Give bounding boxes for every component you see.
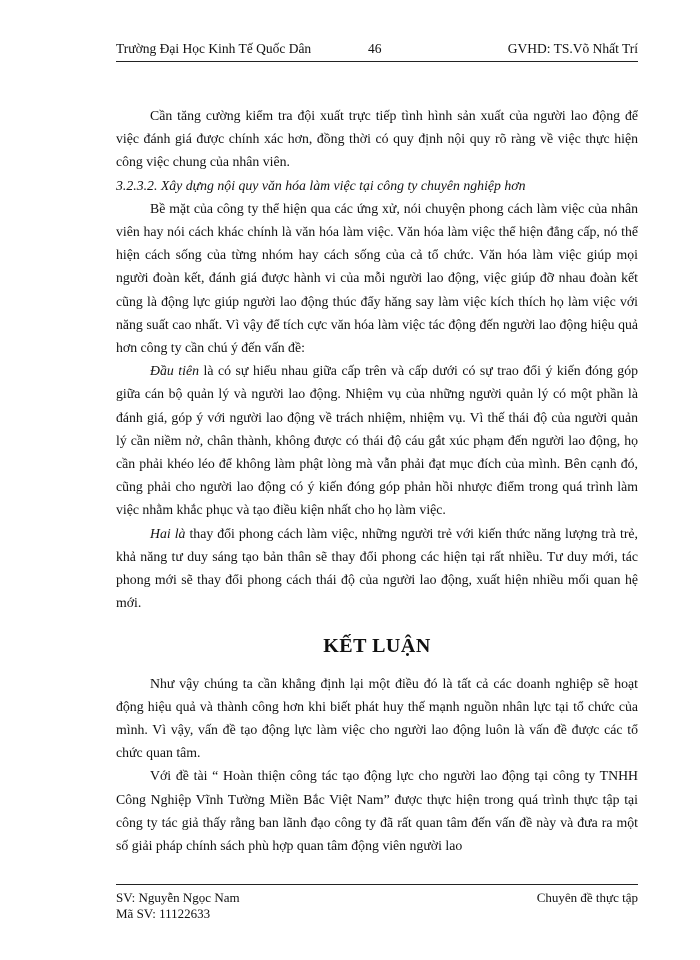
- paragraph-conclusion-1: Như vậy chúng ta cần khẳng định lại một điều đó là tất cả các doanh nghiệp sẽ hoạt động hiệu quả và thành công hơn khi biết phát huy thế mạnh nguồn nhân lực tại tổ chức của mình. Vì vậy, vấn đề tạo động lực làm việc cho người lao động luôn là vấn đề được các tổ chức quan tâm.: [116, 675, 638, 761]
- page-header: [116, 41, 638, 62]
- header-page-number: 46: [368, 41, 382, 56]
- paragraph-first-point: [116, 359, 638, 521]
- footer-report-type: Chuyên đề thực tập: [536, 890, 638, 905]
- first-point-lead: Đầu tiên: [150, 363, 199, 379]
- page-body: [116, 104, 638, 857]
- header-university: Trường Đại Học Kinh Tế Quốc Dân: [116, 41, 312, 56]
- paragraph-conclusion-2: Với đề tài “ Hoàn thiện công tác tạo động lực cho người lao động tại công ty TNHH Công Nghiệp Vĩnh Tường Miền Bắc Việt Nam” được thực hiện trong quá trình thực tập tại công ty tác giả thấy rằng ban lãnh đạo công ty đã rất quan tâm đến vấn đề này và đưa ra một số giải pháp chính sách phù hợp quan tâm động viên người lao: [116, 768, 638, 854]
- conclusion-title: KẾT LUẬN: [323, 635, 431, 658]
- page-footer: [116, 884, 638, 922]
- header-advisor: GVHD: TS.Võ Nhất Trí: [507, 41, 638, 56]
- section-subheading: 3.2.3.2. Xây dựng nội quy văn hóa làm việc tại công ty chuyên nghiệp hơn: [116, 177, 526, 193]
- second-point-text: thay đổi phong cách làm việc, những người trẻ với kiến thức năng lượng trà trẻ, khả năng tư duy sáng tạo bản thân sẽ thay đổi phong các hiện tại rất nhiều. Tư duy mới, tác phong mới sẽ thay đổi phong cách thái độ của người lao động, xuất hiện nhiều mối quan hệ mới.: [116, 525, 638, 611]
- footer-student-id: Mã SV: 11122633: [116, 906, 211, 921]
- first-point-text: là có sự hiểu nhau giữa cấp trên và cấp dưới có sự trao đổi ý kiến đóng góp giữa cán bộ quản lý và người lao động. Nhiệm vụ của những người quản lý có một phần là đánh giá, góp ý với người lao động về trách nhiệm, nhiệm vụ. Vì thế thái độ của người quản lý cần niềm nở, chân thành, không được có thái độ cáu gắt xúc phạm đến người lao động, họ cần phải khéo léo để không làm phật lòng mà vẫn phải đạt mục đích của mình. Bên cạnh đó, cũng phải cho người lao động có ý kiến đóng góp phản hồi nhược điểm trong quá trình làm việc nhằm khắc phục và tạo điều kiện nhất cho họ làm việc.: [116, 363, 638, 518]
- footer-student-name: SV: Nguyễn Ngọc Nam: [116, 890, 240, 905]
- paragraph-second-point: [116, 522, 638, 615]
- paragraph-inspection: Cần tăng cường kiểm tra đội xuất trực tiếp tình hình sản xuất của người lao động để việc đánh giá được chính xác hơn, đồng thời có quy định nội quy rõ ràng về việc thực hiện công việc chung của nhân viên.: [116, 108, 638, 170]
- paragraph-work-culture: Bề mặt của công ty thể hiện qua các ứng xử, nói chuyện phong cách làm việc của nhân viên hay nói cách khác chính là văn hóa làm việc. Văn hóa làm việc thể hiện đẳng cấp, nó thể hiện cách sống của từng nhóm hay cách sống của cả tổ chức. Văn hóa làm việc giúp mọi người đoàn kết, đánh giá được hành vi của mỗi người lao động, việc giúp đỡ nhau đoàn kết cũng là động lực giúp người lao động thúc đẩy hăng say làm việc kích thích họ làm việc với năng suất cao nhất. Vì vậy để tích cực văn hóa làm việc tác động đến người lao động hiệu quả hơn công ty cần chú ý đến vấn đề:: [116, 200, 638, 356]
- second-point-lead: Hai là: [150, 525, 186, 541]
